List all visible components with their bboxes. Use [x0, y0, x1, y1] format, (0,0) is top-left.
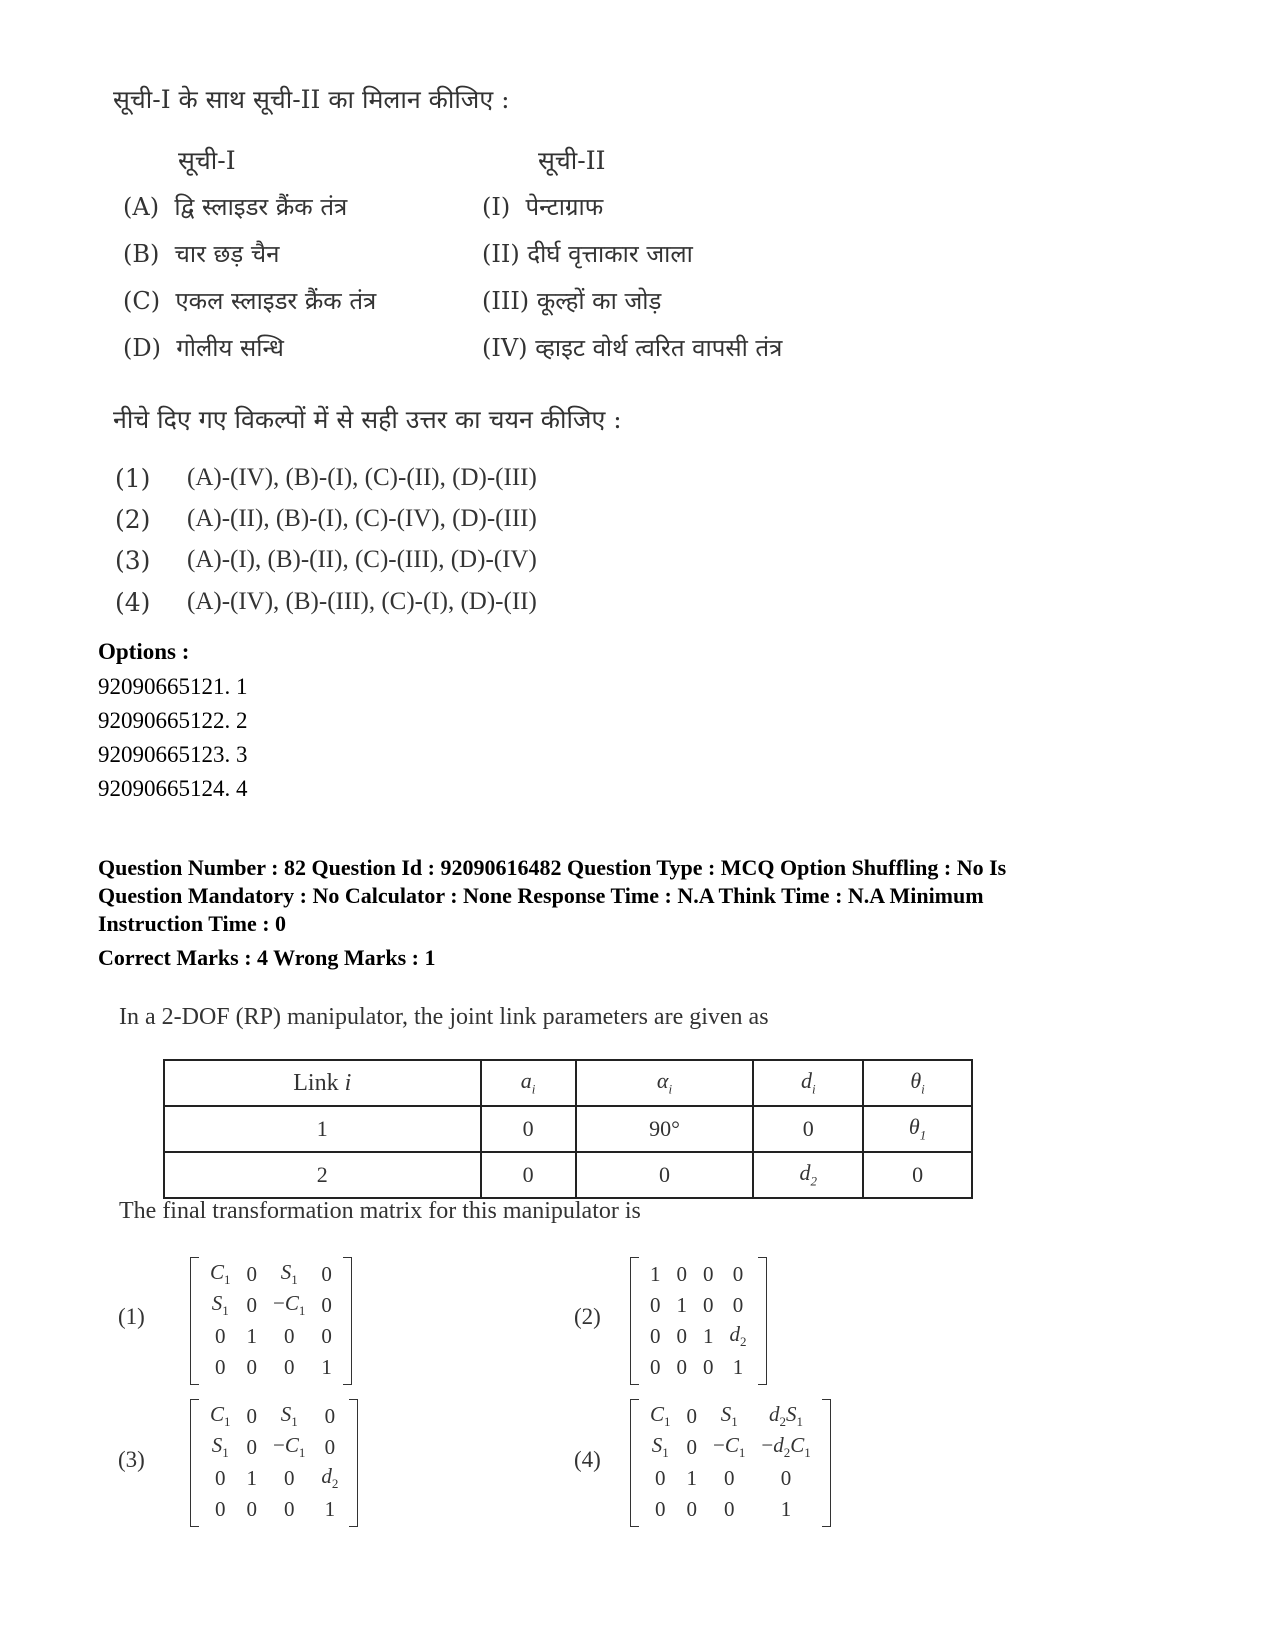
list2-item-i: (I) पेन्टाग्राफ [482, 193, 604, 221]
option-item[interactable]: 92090665123. 3 [98, 742, 248, 767]
list1-item-a: (A) द्वि स्लाइडर क्रैंक तंत्र [123, 193, 348, 221]
choose-instruction: नीचे दिए गए विकल्पों में से सही उत्तर का चयन कीजिए : [113, 405, 622, 434]
table-cell: 0 [481, 1152, 576, 1198]
matrix-option-3: $C_1$ 0 $S_1$ 0 $S_1$ 0 $-C_1$ 0 0 1 0 $d_2$ 0 0 0 1 [190, 1399, 358, 1527]
matrix-option-label: (3) [118, 1447, 145, 1472]
table-cell: 0 [576, 1152, 754, 1198]
link-parameter-table [163, 1059, 973, 1199]
table-cell: $\theta_1$ [863, 1106, 972, 1152]
matrix-option-label: (1) [118, 1304, 145, 1329]
col-header-theta: $\theta_i$ [863, 1060, 972, 1106]
col-header-link: Link i [164, 1060, 481, 1106]
choice-number: (1) [115, 464, 151, 493]
col-header-alpha: $\alpha_i$ [576, 1060, 754, 1106]
choice-text: (A)-(IV), (B)-(III), (C)-(I), (D)-(II) [187, 588, 537, 615]
table-cell: 2 [164, 1152, 481, 1198]
list2-heading: सूची-II [538, 146, 606, 175]
choice-number: (2) [115, 505, 151, 534]
matrix-option-4: $C_1$ 0 $S_1$ $d_2S_1$ $S_1$ 0 $-C_1$ $-d_2C_1$ 0 1 0 0 0 0 0 1 [630, 1399, 831, 1527]
choice-text: (A)-(I), (B)-(II), (C)-(III), (D)-(IV) [187, 546, 537, 573]
matrix-option-label: (4) [574, 1447, 601, 1472]
col-header-d: $d_i$ [753, 1060, 863, 1106]
list1-item-d: (D) गोलीय सन्धि [123, 334, 284, 362]
list1-item-b: (B) चार छड़ चैन [123, 240, 280, 268]
table-cell: 0 [863, 1152, 972, 1198]
option-item[interactable]: 92090665122. 2 [98, 708, 248, 733]
match-instruction: सूची-I के साथ सूची-II का मिलान कीजिए : [113, 85, 510, 114]
col-header-a: $a_i$ [481, 1060, 576, 1106]
table-row [164, 1152, 972, 1198]
question-meta: Question Mandatory : No Calculator : None Response Time : N.A Think Time : N.A Minimum [98, 883, 984, 908]
question-intro: In a 2-DOF (RP) manipulator, the joint link parameters are given as [119, 1004, 769, 1030]
matrix-option-label: (2) [574, 1304, 601, 1329]
table-cell: $d_2$ [753, 1152, 863, 1198]
question-meta: Instruction Time : 0 [98, 911, 287, 936]
question-meta: Question Number : 82 Question Id : 92090616482 Question Type : MCQ Option Shuffling : No Is [98, 855, 1007, 880]
list2-item-iv: (IV) व्हाइट वोर्थ त्वरित वापसी तंत्र [482, 334, 783, 362]
option-item[interactable]: 92090665124. 4 [98, 776, 248, 801]
question-marks: Correct Marks : 4 Wrong Marks : 1 [98, 945, 436, 970]
table-cell: 90° [576, 1106, 754, 1152]
table-row [164, 1106, 972, 1152]
choice-text: (A)-(II), (B)-(I), (C)-(IV), (D)-(III) [187, 505, 537, 532]
matrix-option-1: $C_1$ 0 $S_1$ 0 $S_1$ 0 $-C_1$ 0 0 1 0 0 0 0 0 1 [190, 1257, 352, 1385]
list1-item-c: (C) एकल स्लाइडर क्रैंक तंत्र [123, 287, 377, 315]
matrix-option-2: 1 0 0 0 0 1 0 0 0 0 1 $d_2$ 0 0 0 1 [630, 1257, 767, 1385]
table-cell: 0 [753, 1106, 863, 1152]
table-cell: 0 [481, 1106, 576, 1152]
table-cell: 1 [164, 1106, 481, 1152]
options-label: Options : [98, 639, 190, 664]
option-item[interactable]: 92090665121. 1 [98, 674, 248, 699]
choice-number: (4) [115, 588, 151, 617]
list1-heading: सूची-I [178, 146, 236, 175]
choice-text: (A)-(IV), (B)-(I), (C)-(II), (D)-(III) [187, 464, 537, 491]
list2-item-iii: (III) कूल्हों का जोड़ [482, 287, 662, 315]
matrix-intro: The final transformation matrix for this manipulator is [119, 1198, 641, 1224]
choice-number: (3) [115, 546, 151, 575]
list2-item-ii: (II) दीर्घ वृत्ताकार जाला [482, 240, 693, 268]
